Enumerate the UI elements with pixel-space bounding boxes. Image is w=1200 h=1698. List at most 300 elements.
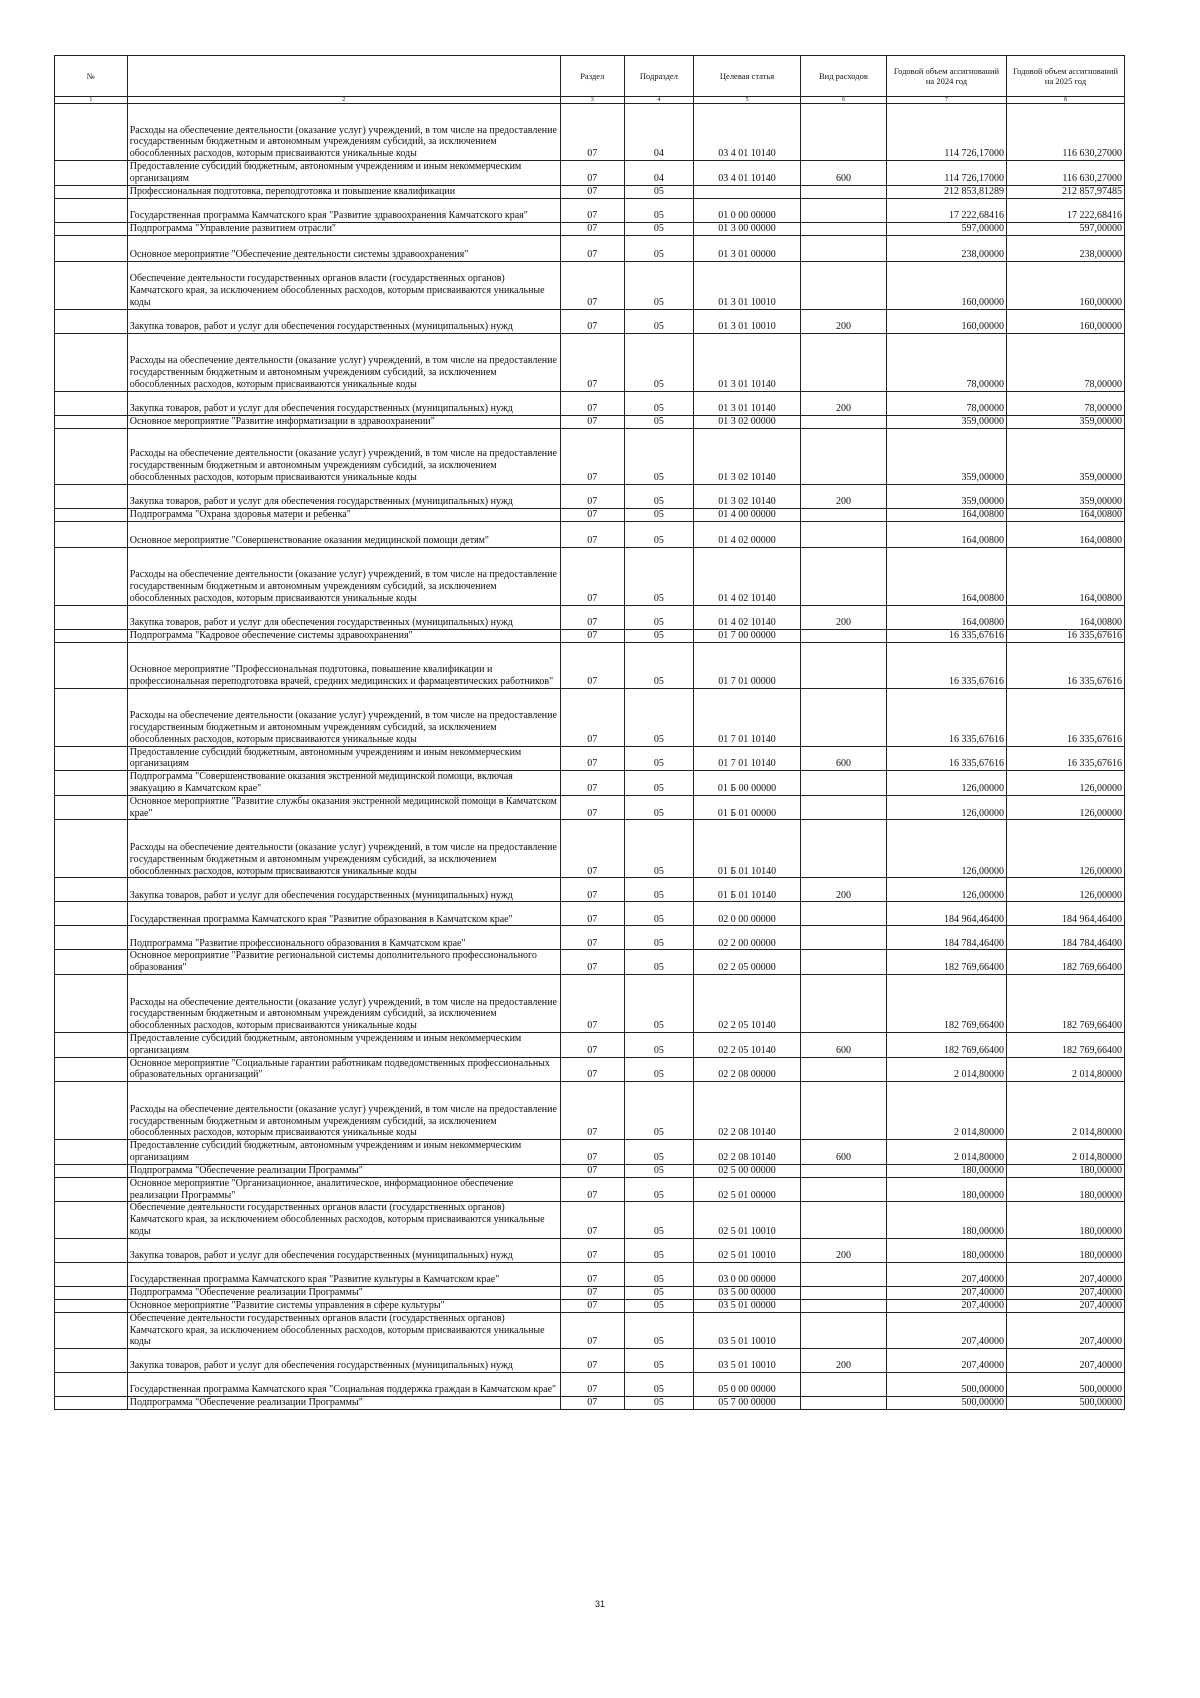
row-expense-type-cell <box>800 261 886 309</box>
row-volume-2025-cell: 180,00000 <box>1007 1238 1125 1262</box>
table-row <box>55 222 1125 235</box>
row-target-article-cell: 02 2 00 00000 <box>694 926 801 950</box>
row-razdel-cell: 07 <box>560 547 624 605</box>
column-number: 8 <box>1007 97 1125 104</box>
row-razdel-cell: 07 <box>560 1349 624 1373</box>
row-name-cell: Государственная программа Камчатского края "Развитие культуры в Камчатском крае" <box>127 1262 560 1286</box>
table-row <box>55 198 1125 222</box>
row-volume-2024-cell: 359,00000 <box>886 484 1006 508</box>
row-number-cell <box>55 1238 128 1262</box>
header-expense-type: Вид расходов <box>800 56 886 97</box>
row-volume-2025-cell: 17 222,68416 <box>1007 198 1125 222</box>
row-target-article-cell: 01 3 01 10010 <box>694 309 801 333</box>
row-volume-2024-cell: 126,00000 <box>886 771 1006 796</box>
row-target-article-cell: 03 5 01 00000 <box>694 1299 801 1312</box>
row-expense-type-cell <box>800 1299 886 1312</box>
row-target-article-cell <box>694 185 801 198</box>
row-volume-2024-cell: 17 222,68416 <box>886 198 1006 222</box>
row-number-cell <box>55 878 128 902</box>
row-expense-type-cell: 200 <box>800 484 886 508</box>
row-target-article-cell: 01 Б 01 10140 <box>694 820 801 878</box>
row-number-cell <box>55 547 128 605</box>
row-name-cell: Подпрограмма "Охрана здоровья матери и ребенка" <box>127 508 560 521</box>
table-row <box>55 1299 1125 1312</box>
column-number: 2 <box>127 97 560 104</box>
table-row <box>55 605 1125 629</box>
row-expense-type-cell <box>800 1082 886 1140</box>
row-name-cell: Предоставление субсидий бюджетным, автономным учреждениям и иным некоммерческим организациям <box>127 1032 560 1057</box>
row-volume-2024-cell: 182 769,66400 <box>886 974 1006 1032</box>
row-podrazdel-cell: 05 <box>624 746 693 771</box>
column-number: 5 <box>694 97 801 104</box>
row-target-article-cell: 02 2 05 00000 <box>694 950 801 975</box>
row-razdel-cell: 07 <box>560 642 624 688</box>
row-volume-2025-cell: 160,00000 <box>1007 261 1125 309</box>
row-volume-2025-cell: 207,40000 <box>1007 1349 1125 1373</box>
row-volume-2025-cell: 359,00000 <box>1007 415 1125 428</box>
row-number-cell <box>55 521 128 547</box>
row-expense-type-cell <box>800 642 886 688</box>
row-razdel-cell: 07 <box>560 185 624 198</box>
row-volume-2025-cell: 500,00000 <box>1007 1373 1125 1397</box>
row-podrazdel-cell: 05 <box>624 974 693 1032</box>
row-razdel-cell: 07 <box>560 878 624 902</box>
row-number-cell <box>55 1202 128 1238</box>
row-target-article-cell: 03 5 01 10010 <box>694 1349 801 1373</box>
row-name-cell: Основное мероприятие "Социальные гарантии работникам подведомственных профессиональных образовательных организаций" <box>127 1057 560 1082</box>
row-expense-type-cell: 200 <box>800 605 886 629</box>
row-target-article-cell: 02 2 05 10140 <box>694 1032 801 1057</box>
row-razdel-cell: 07 <box>560 428 624 484</box>
row-name-cell: Государственная программа Камчатского края "Развитие здравоохранения Камчатского края" <box>127 198 560 222</box>
row-number-cell <box>55 974 128 1032</box>
row-number-cell <box>55 104 128 161</box>
row-podrazdel-cell: 05 <box>624 771 693 796</box>
row-target-article-cell: 02 5 00 00000 <box>694 1164 801 1177</box>
row-expense-type-cell: 600 <box>800 746 886 771</box>
row-name-cell: Подпрограмма "Кадровое обеспечение системы здравоохранения" <box>127 629 560 642</box>
row-razdel-cell: 07 <box>560 1140 624 1165</box>
row-volume-2024-cell: 207,40000 <box>886 1299 1006 1312</box>
row-podrazdel-cell: 05 <box>624 261 693 309</box>
row-razdel-cell: 07 <box>560 1286 624 1299</box>
row-name-cell: Закупка товаров, работ и услуг для обеспечения государственных (муниципальных) нужд <box>127 484 560 508</box>
table-row <box>55 902 1125 926</box>
row-number-cell <box>55 1373 128 1397</box>
row-number-cell <box>55 508 128 521</box>
table-row <box>55 688 1125 746</box>
table-row <box>55 1164 1125 1177</box>
row-expense-type-cell <box>800 771 886 796</box>
row-expense-type-cell <box>800 521 886 547</box>
row-number-cell <box>55 1177 128 1202</box>
row-razdel-cell: 07 <box>560 235 624 261</box>
row-name-cell: Расходы на обеспечение деятельности (оказание услуг) учреждений, в том числе на предоставление государственным бюджетным и автономным учреждениям субсидий, за исключением обособленных расходов, которым присваиваются уникальные коды <box>127 547 560 605</box>
row-number-cell <box>55 1286 128 1299</box>
row-podrazdel-cell: 05 <box>624 1312 693 1348</box>
row-podrazdel-cell: 05 <box>624 185 693 198</box>
row-razdel-cell: 07 <box>560 629 624 642</box>
row-target-article-cell: 01 7 01 10140 <box>694 746 801 771</box>
table-row <box>55 771 1125 796</box>
row-expense-type-cell <box>800 428 886 484</box>
row-name-cell: Основное мероприятие "Совершенствование оказания медицинской помощи детям" <box>127 521 560 547</box>
row-podrazdel-cell: 05 <box>624 428 693 484</box>
row-target-article-cell: 05 0 00 00000 <box>694 1373 801 1397</box>
header-razdel: Раздел <box>560 56 624 97</box>
table-body <box>55 104 1125 1410</box>
row-volume-2024-cell: 180,00000 <box>886 1177 1006 1202</box>
row-expense-type-cell <box>800 926 886 950</box>
row-expense-type-cell <box>800 415 886 428</box>
row-number-cell <box>55 222 128 235</box>
row-volume-2024-cell: 597,00000 <box>886 222 1006 235</box>
header-volume-2024: Годовой объем ассигнований на 2024 год <box>886 56 1006 97</box>
row-volume-2025-cell: 182 769,66400 <box>1007 974 1125 1032</box>
row-volume-2024-cell: 2 014,80000 <box>886 1082 1006 1140</box>
row-target-article-cell: 05 7 00 00000 <box>694 1397 801 1410</box>
row-number-cell <box>55 950 128 975</box>
row-target-article-cell: 01 3 02 10140 <box>694 484 801 508</box>
row-razdel-cell: 07 <box>560 902 624 926</box>
row-volume-2024-cell: 16 335,67616 <box>886 629 1006 642</box>
row-razdel-cell: 07 <box>560 1238 624 1262</box>
row-target-article-cell: 02 5 01 10010 <box>694 1238 801 1262</box>
row-number-cell <box>55 771 128 796</box>
row-podrazdel-cell: 05 <box>624 1299 693 1312</box>
row-podrazdel-cell: 05 <box>624 1397 693 1410</box>
row-razdel-cell: 07 <box>560 415 624 428</box>
table-row <box>55 104 1125 161</box>
row-volume-2025-cell: 164,00800 <box>1007 547 1125 605</box>
row-number-cell <box>55 333 128 391</box>
row-expense-type-cell <box>800 795 886 820</box>
row-volume-2025-cell: 16 335,67616 <box>1007 642 1125 688</box>
row-volume-2024-cell: 126,00000 <box>886 820 1006 878</box>
row-podrazdel-cell: 05 <box>624 1032 693 1057</box>
row-name-cell: Расходы на обеспечение деятельности (оказание услуг) учреждений, в том числе на предоставление государственным бюджетным и автономным учреждениям субсидий, за исключением обособленных расходов, которым присваиваются уникальные коды <box>127 104 560 161</box>
row-target-article-cell: 03 0 00 00000 <box>694 1262 801 1286</box>
row-podrazdel-cell: 05 <box>624 1286 693 1299</box>
row-volume-2024-cell: 180,00000 <box>886 1202 1006 1238</box>
row-podrazdel-cell: 04 <box>624 104 693 161</box>
row-number-cell <box>55 484 128 508</box>
row-expense-type-cell <box>800 1202 886 1238</box>
row-name-cell: Расходы на обеспечение деятельности (оказание услуг) учреждений, в том числе на предоставление государственным бюджетным и автономным учреждениям субсидий, за исключением обособленных расходов, которым присваиваются уникальные коды <box>127 1082 560 1140</box>
row-podrazdel-cell: 04 <box>624 161 693 186</box>
column-number: 1 <box>55 97 128 104</box>
table-row <box>55 484 1125 508</box>
row-volume-2025-cell: 16 335,67616 <box>1007 629 1125 642</box>
row-volume-2025-cell: 164,00800 <box>1007 605 1125 629</box>
row-target-article-cell: 01 7 00 00000 <box>694 629 801 642</box>
table-row <box>55 521 1125 547</box>
table-row <box>55 1286 1125 1299</box>
table-row <box>55 1262 1125 1286</box>
row-volume-2025-cell: 180,00000 <box>1007 1202 1125 1238</box>
row-name-cell: Подпрограмма "Развитие профессионального образования в Камчатском крае" <box>127 926 560 950</box>
row-expense-type-cell <box>800 1312 886 1348</box>
table-row <box>55 974 1125 1032</box>
row-podrazdel-cell: 05 <box>624 1238 693 1262</box>
row-expense-type-cell <box>800 1057 886 1082</box>
row-number-cell <box>55 746 128 771</box>
row-volume-2024-cell: 180,00000 <box>886 1164 1006 1177</box>
row-target-article-cell: 01 7 01 00000 <box>694 642 801 688</box>
row-volume-2025-cell: 2 014,80000 <box>1007 1140 1125 1165</box>
row-expense-type-cell <box>800 974 886 1032</box>
table-row <box>55 1057 1125 1082</box>
row-name-cell: Расходы на обеспечение деятельности (оказание услуг) учреждений, в том числе на предоставление государственным бюджетным и автономным учреждениям субсидий, за исключением обособленных расходов, которым присваиваются уникальные коды <box>127 974 560 1032</box>
row-number-cell <box>55 688 128 746</box>
row-volume-2024-cell: 180,00000 <box>886 1238 1006 1262</box>
row-expense-type-cell: 200 <box>800 1349 886 1373</box>
table-row <box>55 547 1125 605</box>
row-target-article-cell: 01 Б 01 10140 <box>694 878 801 902</box>
row-name-cell: Государственная программа Камчатского края "Социальная поддержка граждан в Камчатском крае" <box>127 1373 560 1397</box>
row-volume-2024-cell: 207,40000 <box>886 1286 1006 1299</box>
row-name-cell: Обеспечение деятельности государственных органов власти (государственных органов) Камчатского края, за исключением обособленных расходов, которым присваиваются уникальные коды <box>127 1312 560 1348</box>
row-number-cell <box>55 1299 128 1312</box>
row-volume-2024-cell: 2 014,80000 <box>886 1057 1006 1082</box>
row-target-article-cell: 01 3 01 10010 <box>694 261 801 309</box>
row-volume-2024-cell: 164,00800 <box>886 547 1006 605</box>
row-target-article-cell: 01 4 02 10140 <box>694 605 801 629</box>
table-row <box>55 1177 1125 1202</box>
row-number-cell <box>55 795 128 820</box>
row-razdel-cell: 07 <box>560 688 624 746</box>
row-razdel-cell: 07 <box>560 1082 624 1140</box>
row-volume-2024-cell: 207,40000 <box>886 1349 1006 1373</box>
row-volume-2024-cell: 164,00800 <box>886 521 1006 547</box>
row-name-cell: Расходы на обеспечение деятельности (оказание услуг) учреждений, в том числе на предоставление государственным бюджетным и автономным учреждениям субсидий, за исключением обособленных расходов, которым присваиваются уникальные коды <box>127 820 560 878</box>
row-razdel-cell: 07 <box>560 1032 624 1057</box>
table-row <box>55 1140 1125 1165</box>
row-name-cell: Основное мероприятие "Профессиональная подготовка, повышение квалификации и профессиональная переподготовка врачей, средних медицинских и фармацевтических работников" <box>127 642 560 688</box>
row-razdel-cell: 07 <box>560 1397 624 1410</box>
table-row <box>55 261 1125 309</box>
row-volume-2024-cell: 207,40000 <box>886 1262 1006 1286</box>
row-number-cell <box>55 1032 128 1057</box>
row-podrazdel-cell: 05 <box>624 391 693 415</box>
row-volume-2025-cell: 126,00000 <box>1007 795 1125 820</box>
row-razdel-cell: 07 <box>560 309 624 333</box>
row-volume-2024-cell: 212 853,81289 <box>886 185 1006 198</box>
row-name-cell: Закупка товаров, работ и услуг для обеспечения государственных (муниципальных) нужд <box>127 1238 560 1262</box>
row-expense-type-cell <box>800 547 886 605</box>
row-razdel-cell: 07 <box>560 333 624 391</box>
row-volume-2025-cell: 164,00800 <box>1007 521 1125 547</box>
row-volume-2024-cell: 126,00000 <box>886 878 1006 902</box>
row-target-article-cell: 03 5 00 00000 <box>694 1286 801 1299</box>
row-razdel-cell: 07 <box>560 795 624 820</box>
row-target-article-cell: 02 5 01 00000 <box>694 1177 801 1202</box>
row-razdel-cell: 07 <box>560 1202 624 1238</box>
row-razdel-cell: 07 <box>560 104 624 161</box>
row-volume-2024-cell: 238,00000 <box>886 235 1006 261</box>
row-target-article-cell: 02 2 08 10140 <box>694 1140 801 1165</box>
row-name-cell: Закупка товаров, работ и услуг для обеспечения государственных (муниципальных) нужд <box>127 605 560 629</box>
row-volume-2025-cell: 207,40000 <box>1007 1299 1125 1312</box>
row-target-article-cell: 01 4 02 00000 <box>694 521 801 547</box>
row-name-cell: Предоставление субсидий бюджетным, автономным учреждениям и иным некоммерческим организациям <box>127 1140 560 1165</box>
row-expense-type-cell <box>800 629 886 642</box>
row-volume-2025-cell: 126,00000 <box>1007 771 1125 796</box>
row-podrazdel-cell: 05 <box>624 1177 693 1202</box>
row-podrazdel-cell: 05 <box>624 309 693 333</box>
column-number: 6 <box>800 97 886 104</box>
column-number: 3 <box>560 97 624 104</box>
row-volume-2025-cell: 180,00000 <box>1007 1177 1125 1202</box>
row-number-cell <box>55 185 128 198</box>
row-name-cell: Основное мероприятие "Развитие службы оказания экстренной медицинской помощи в Камчатском крае" <box>127 795 560 820</box>
row-podrazdel-cell: 05 <box>624 629 693 642</box>
row-expense-type-cell: 600 <box>800 161 886 186</box>
row-podrazdel-cell: 05 <box>624 605 693 629</box>
row-podrazdel-cell: 05 <box>624 688 693 746</box>
row-expense-type-cell <box>800 950 886 975</box>
row-razdel-cell: 07 <box>560 974 624 1032</box>
row-number-cell <box>55 1057 128 1082</box>
row-expense-type-cell: 600 <box>800 1140 886 1165</box>
row-volume-2025-cell: 16 335,67616 <box>1007 746 1125 771</box>
row-razdel-cell: 07 <box>560 508 624 521</box>
header-number: № <box>55 56 128 97</box>
row-expense-type-cell <box>800 333 886 391</box>
table-row <box>55 508 1125 521</box>
row-expense-type-cell <box>800 198 886 222</box>
row-volume-2025-cell: 116 630,27000 <box>1007 161 1125 186</box>
row-volume-2025-cell: 184 784,46400 <box>1007 926 1125 950</box>
row-podrazdel-cell: 05 <box>624 1262 693 1286</box>
row-name-cell: Подпрограмма "Совершенствование оказания экстренной медицинской помощи, включая эвакуацию в Камчатском крае" <box>127 771 560 796</box>
row-razdel-cell: 07 <box>560 222 624 235</box>
table-row <box>55 161 1125 186</box>
table-row <box>55 333 1125 391</box>
row-number-cell <box>55 1397 128 1410</box>
row-volume-2025-cell: 78,00000 <box>1007 391 1125 415</box>
table-row <box>55 1238 1125 1262</box>
row-razdel-cell: 07 <box>560 1299 624 1312</box>
row-volume-2024-cell: 164,00800 <box>886 508 1006 521</box>
row-podrazdel-cell: 05 <box>624 198 693 222</box>
row-razdel-cell: 07 <box>560 1262 624 1286</box>
row-podrazdel-cell: 05 <box>624 642 693 688</box>
table-row <box>55 1032 1125 1057</box>
row-podrazdel-cell: 05 <box>624 1164 693 1177</box>
row-number-cell <box>55 235 128 261</box>
row-volume-2025-cell: 184 964,46400 <box>1007 902 1125 926</box>
row-name-cell: Основное мероприятие "Развитие системы управления в сфере культуры" <box>127 1299 560 1312</box>
row-name-cell: Обеспечение деятельности государственных органов власти (государственных органов) Камчатского края, за исключением обособленных расходов, которым присваиваются уникальные коды <box>127 1202 560 1238</box>
row-name-cell: Закупка товаров, работ и услуг для обеспечения государственных (муниципальных) нужд <box>127 1349 560 1373</box>
row-name-cell: Профессиональная подготовка, переподготовка и повышение квалификации <box>127 185 560 198</box>
row-volume-2025-cell: 180,00000 <box>1007 1164 1125 1177</box>
row-number-cell <box>55 902 128 926</box>
row-volume-2024-cell: 160,00000 <box>886 261 1006 309</box>
row-volume-2024-cell: 78,00000 <box>886 333 1006 391</box>
row-podrazdel-cell: 05 <box>624 1082 693 1140</box>
row-number-cell <box>55 1262 128 1286</box>
row-number-cell <box>55 605 128 629</box>
table-row <box>55 642 1125 688</box>
table-row <box>55 1349 1125 1373</box>
row-expense-type-cell: 200 <box>800 309 886 333</box>
row-number-cell <box>55 428 128 484</box>
row-expense-type-cell <box>800 1177 886 1202</box>
row-name-cell: Закупка товаров, работ и услуг для обеспечения государственных (муниципальных) нужд <box>127 391 560 415</box>
row-volume-2024-cell: 114 726,17000 <box>886 104 1006 161</box>
row-target-article-cell: 02 2 08 10140 <box>694 1082 801 1140</box>
row-name-cell: Обеспечение деятельности государственных органов власти (государственных органов) Камчатского края, за исключением обособленных расходов, которым присваиваются уникальные коды <box>127 261 560 309</box>
row-expense-type-cell <box>800 1262 886 1286</box>
row-podrazdel-cell: 05 <box>624 926 693 950</box>
row-volume-2025-cell: 126,00000 <box>1007 878 1125 902</box>
table-row <box>55 235 1125 261</box>
row-target-article-cell: 01 Б 00 00000 <box>694 771 801 796</box>
row-target-article-cell: 01 3 02 10140 <box>694 428 801 484</box>
row-volume-2025-cell: 16 335,67616 <box>1007 688 1125 746</box>
header-row <box>55 56 1125 97</box>
row-name-cell: Подпрограмма "Управление развитием отрасли" <box>127 222 560 235</box>
row-razdel-cell: 07 <box>560 391 624 415</box>
row-target-article-cell: 01 0 00 00000 <box>694 198 801 222</box>
header-name <box>127 56 560 97</box>
row-name-cell: Основное мероприятие "Организационное, аналитическое, информационное обеспечение реализации Программы" <box>127 1177 560 1202</box>
table-row <box>55 415 1125 428</box>
row-volume-2025-cell: 238,00000 <box>1007 235 1125 261</box>
table-row <box>55 1397 1125 1410</box>
row-name-cell: Предоставление субсидий бюджетным, автономным учреждениям и иным некоммерческим организациям <box>127 161 560 186</box>
row-volume-2024-cell: 114 726,17000 <box>886 161 1006 186</box>
row-expense-type-cell <box>800 1286 886 1299</box>
row-target-article-cell: 01 3 01 00000 <box>694 235 801 261</box>
row-razdel-cell: 07 <box>560 605 624 629</box>
row-volume-2024-cell: 184 784,46400 <box>886 926 1006 950</box>
row-expense-type-cell <box>800 222 886 235</box>
table-row <box>55 629 1125 642</box>
table-row <box>55 185 1125 198</box>
row-expense-type-cell <box>800 1373 886 1397</box>
row-razdel-cell: 07 <box>560 1373 624 1397</box>
row-expense-type-cell <box>800 235 886 261</box>
row-razdel-cell: 07 <box>560 521 624 547</box>
row-podrazdel-cell: 05 <box>624 1140 693 1165</box>
row-expense-type-cell: 200 <box>800 391 886 415</box>
row-podrazdel-cell: 05 <box>624 415 693 428</box>
row-podrazdel-cell: 05 <box>624 547 693 605</box>
row-podrazdel-cell: 05 <box>624 878 693 902</box>
row-volume-2025-cell: 500,00000 <box>1007 1397 1125 1410</box>
row-razdel-cell: 07 <box>560 771 624 796</box>
table-row <box>55 878 1125 902</box>
row-volume-2024-cell: 16 335,67616 <box>886 746 1006 771</box>
row-target-article-cell: 01 Б 01 00000 <box>694 795 801 820</box>
row-volume-2025-cell: 2 014,80000 <box>1007 1082 1125 1140</box>
table-row <box>55 746 1125 771</box>
row-volume-2025-cell: 182 769,66400 <box>1007 1032 1125 1057</box>
row-volume-2024-cell: 184 964,46400 <box>886 902 1006 926</box>
row-expense-type-cell <box>800 1397 886 1410</box>
row-expense-type-cell: 200 <box>800 878 886 902</box>
row-name-cell: Закупка товаров, работ и услуг для обеспечения государственных (муниципальных) нужд <box>127 309 560 333</box>
row-razdel-cell: 07 <box>560 1164 624 1177</box>
row-name-cell: Расходы на обеспечение деятельности (оказание услуг) учреждений, в том числе на предоставление государственным бюджетным и автономным учреждениям субсидий, за исключением обособленных расходов, которым присваиваются уникальные коды <box>127 333 560 391</box>
header-podrazdel: Подраздел <box>624 56 693 97</box>
column-number: 4 <box>624 97 693 104</box>
row-podrazdel-cell: 05 <box>624 795 693 820</box>
row-number-cell <box>55 1312 128 1348</box>
